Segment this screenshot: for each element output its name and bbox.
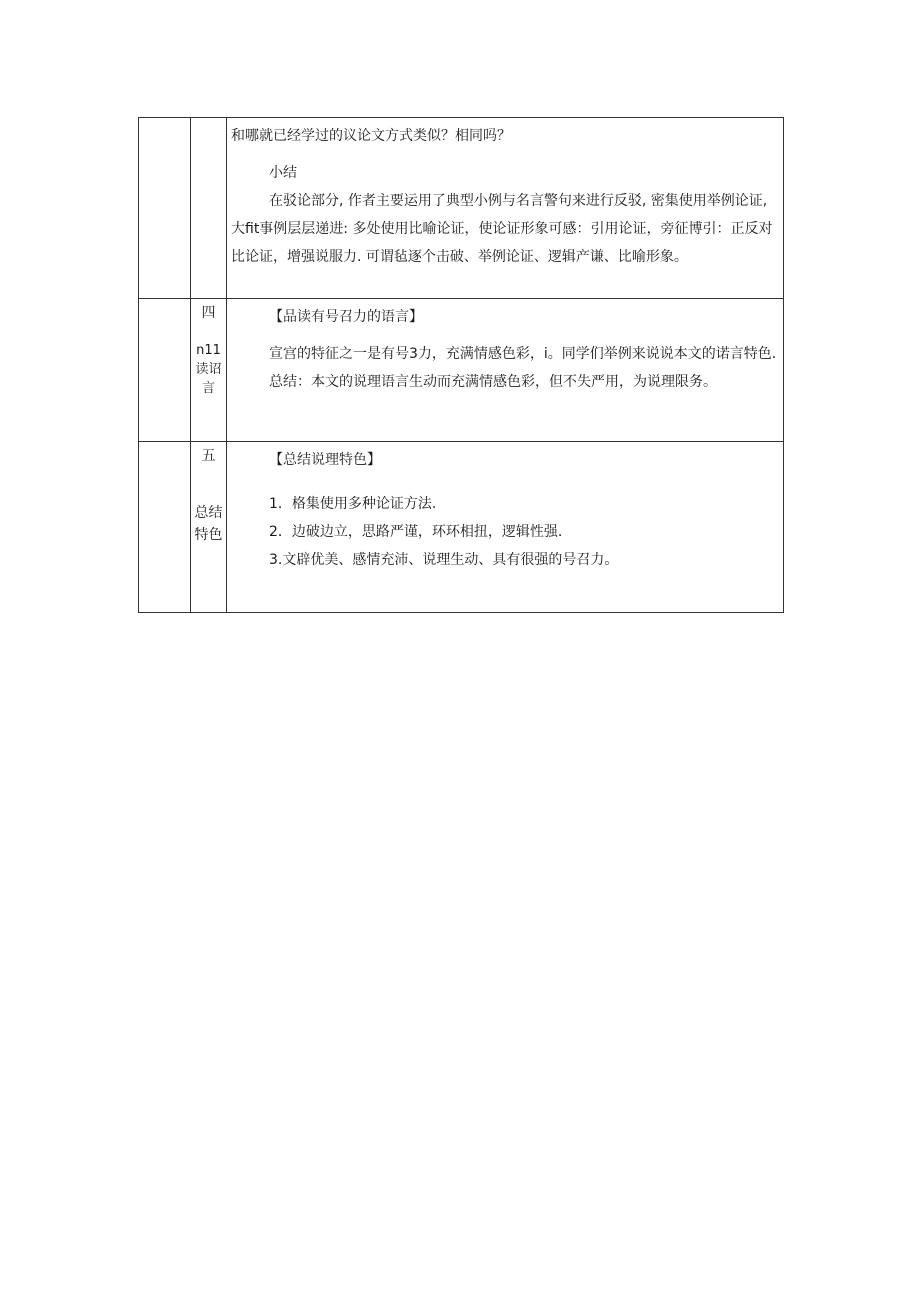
content-cell [227,442,784,613]
language-paragraph: 宣宫的特征之一是有号3力，充满情感色彩，i。同学们举例来说说本文的诺言特色. [269,346,777,362]
table-row [139,118,784,299]
step-label-cell [191,118,227,299]
feature-item: 1．格集使用多种论证方法. [269,496,437,512]
table-row [139,299,784,442]
table-row [139,442,784,613]
step-number: 四 [201,305,216,321]
question-text: 和哪就已经学过的议论文方式类似？相同吗？ [231,128,511,144]
feature-item: 2．边破边立，思路严谨，环环相扭，逻辑性强. [269,524,563,540]
step-title: n11读诏言 [195,343,222,396]
step-title: 总结特色 [194,505,223,543]
step-label-cell [191,299,227,442]
step-label-cell [191,442,227,613]
step-number: 五 [201,448,216,464]
summary-heading: 小结 [269,165,297,181]
content-cell [227,118,784,299]
summary-paragraph: 在驳论部分, 作者主要运用了典型小例与名言警句来进行反驳, 密集使用举例论证, 大fit事例层层递进: 多处使用比喻论证，使论证形象可感：引用论证，旁征博引：正反对比论证，增强说服力. 可谓毡逐个击破、举例论证、逻辑产谦、比喻形象。 [231,193,773,265]
section-heading: 【总结说理特色】 [269,452,381,468]
section-heading: 【品读有号召力的语言】 [269,309,423,325]
feature-item: 3.文辟优美、感情充沛、说理生动、具有很强的号召力。 [269,552,619,568]
lesson-plan-table [138,117,784,613]
empty-cell [139,299,191,442]
content-cell [227,299,784,442]
language-summary: 总结：本文的说理语言生动而充满情感色彩，但不失严用，为说理限务。 [269,374,717,390]
empty-cell [139,442,191,613]
empty-cell [139,118,191,299]
